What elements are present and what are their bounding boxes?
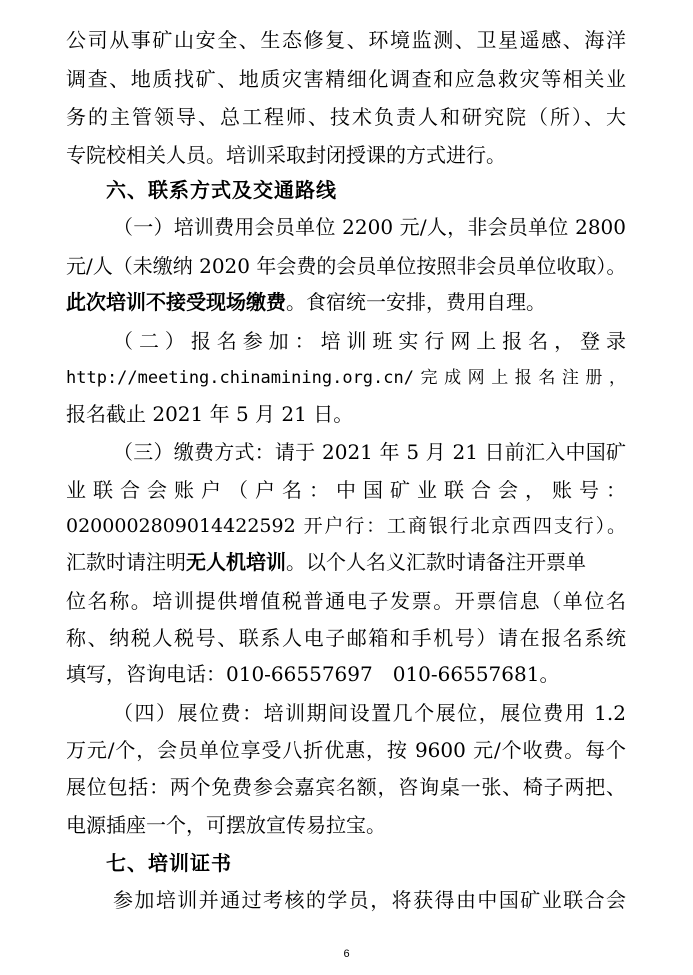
page-number: 6: [343, 948, 350, 960]
paragraph-line: [66, 544, 626, 580]
paragraph-line: 元/人（未缴纳 2020 年会费的会员单位按照非会员单位收取）。: [66, 254, 627, 278]
paragraph-line: 万元/个，会员单位享受八折优惠，按 9600 元/个收费。每个: [66, 738, 626, 762]
paragraph-line: 位名称。培训提供增值税普通电子发票。开票信息（单位名: [66, 589, 626, 613]
inline-text: 汇款时请注明: [66, 550, 186, 574]
paragraph-line: [66, 284, 626, 320]
paragraph-line: 电源插座一个，可摆放宣传易拉宝。: [66, 813, 386, 837]
paragraph-line: （四）展位费：培训期间设置几个展位，展位费用 1.2: [113, 701, 626, 725]
paragraph-line: （三）缴费方式：请于 2021 年 5 月 21 日前汇入中国矿: [113, 440, 626, 464]
paragraph-line: 业联合会账户（户名：中国矿业联合会，账号：: [66, 478, 626, 502]
paragraph-line: （一）培训费用会员单位 2200 元/人，非会员单位 2800: [113, 215, 626, 239]
bank-account-line: 0200002809014422592 开户行：工商银行北京西四支行）。: [66, 515, 626, 537]
bold-notice: 此次培训不接受现场缴费: [66, 290, 286, 314]
bold-notice: 无人机培训: [186, 550, 286, 574]
contact-phone-line: 填写，咨询电话：010-66557697 010-66557681。: [66, 662, 560, 686]
registration-url-line: http://meeting.chinamining.org.cn/完成网上报名注册，: [66, 368, 626, 388]
paragraph-line: 报名截止 2021 年 5 月 21 日。: [66, 402, 354, 426]
section-heading-7: 七、培训证书: [106, 851, 232, 875]
section-heading-6: 六、联系方式及交通路线: [106, 178, 337, 202]
paragraph-line: 调查、地质找矿、地质灾害精细化调查和应急救灾等相关业: [66, 67, 626, 91]
paragraph-line: 展位包括：两个免费参会嘉宾名额，咨询桌一张、椅子两把、: [66, 775, 626, 799]
paragraph-line: 务的主管领导、总工程师、技术负责人和研究院（所）、大: [66, 105, 626, 129]
paragraph-line: （二）报名参加：培训班实行网上报名，登录: [113, 329, 626, 353]
paragraph-line: 称、纳税人税号、联系人电子邮箱和手机号）请在报名系统: [66, 626, 626, 650]
paragraph-line: 公司从事矿山安全、生态修复、环境监测、卫星遥感、海洋: [66, 28, 626, 52]
paragraph-line: 专院校相关人员。培训采取封闭授课的方式进行。: [66, 143, 506, 167]
inline-text: 。食宿统一安排，费用自理。: [286, 290, 546, 314]
paragraph-line: 参加培训并通过考核的学员，将获得由中国矿业联合会: [113, 888, 626, 912]
inline-text: 。以个人名义汇款时请备注开票单: [286, 550, 586, 574]
